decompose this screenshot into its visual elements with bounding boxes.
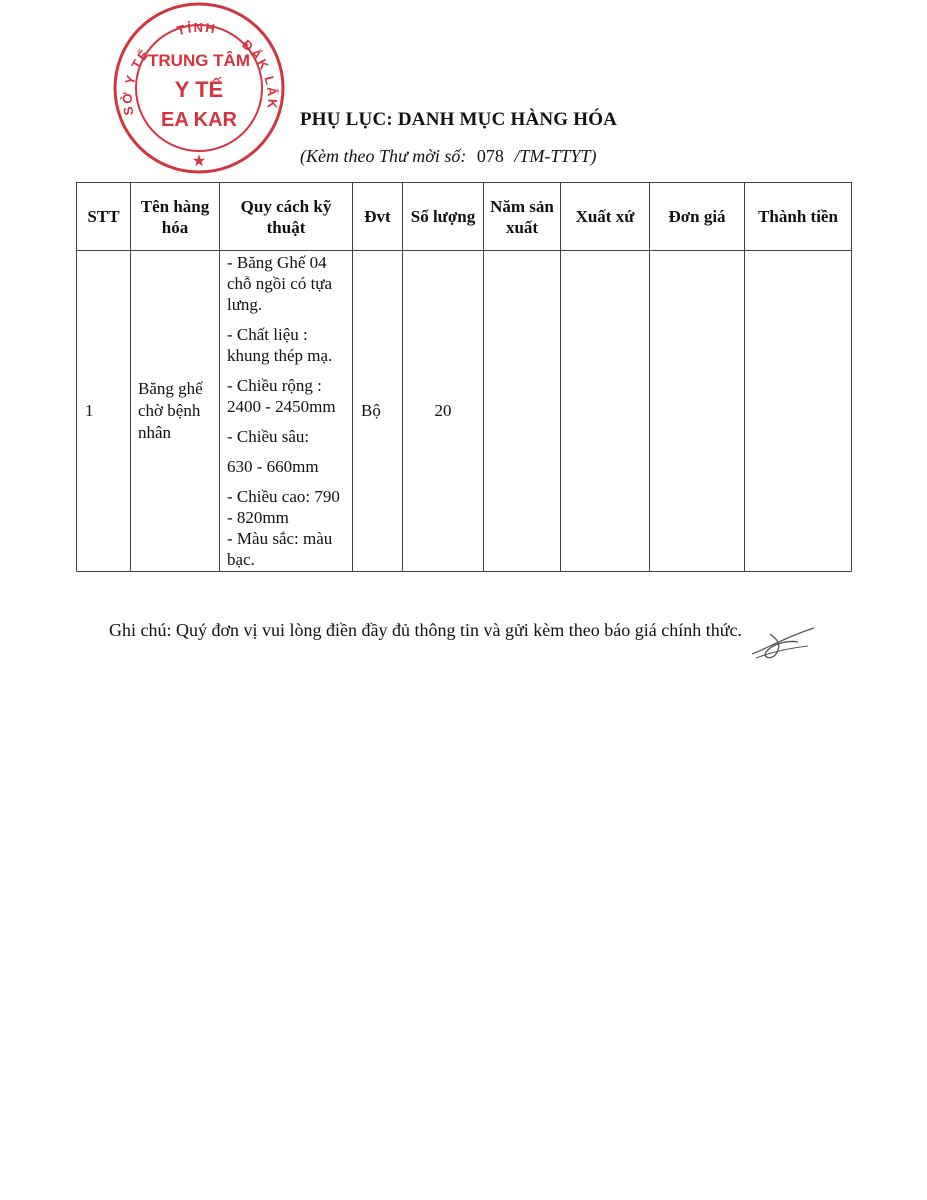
header-name: Tên hàng hóa — [131, 183, 220, 251]
note-text: Ghi chú: Quý đơn vị vui lòng điền đầy đủ thông tin và gửi kèm theo báo giá chính thức. — [109, 620, 742, 640]
header-price: Đơn giá — [650, 183, 745, 251]
cell-spec — [220, 251, 353, 572]
header-total: Thành tiền — [745, 183, 852, 251]
cell-name: Băng ghế chờ bệnh nhân — [131, 251, 220, 572]
svg-text:★: ★ — [191, 151, 207, 170]
svg-text:SỞ Y TẾ: SỞ Y TẾ — [119, 45, 153, 117]
cell-total — [745, 251, 852, 572]
table-header-row — [77, 183, 852, 251]
document-subtitle — [300, 146, 596, 167]
svg-text:Y TẾ: Y TẾ — [174, 77, 224, 102]
table-row — [77, 251, 852, 572]
header-spec: Quy cách kỹ thuật — [220, 183, 353, 251]
goods-table — [76, 182, 852, 572]
spec-line: - Chiều cao: 790 - 820mm — [227, 487, 340, 527]
signature-mark — [748, 618, 820, 662]
spec-line: - Băng Ghế 04 chỗ ngồi có tựa lưng. — [227, 253, 333, 314]
header-qty: Số lượng — [403, 183, 484, 251]
spec-line: - Màu sắc: màu bạc. — [227, 529, 333, 569]
svg-text:ĐẮK LẮK: ĐẮK LẮK — [239, 36, 281, 111]
header-origin: Xuất xứ — [561, 183, 650, 251]
svg-text:EA KAR: EA KAR — [161, 109, 237, 131]
spec-line: - Chất liệu : khung thép mạ. — [227, 325, 333, 365]
spec-line: - Chiều sâu: — [227, 427, 310, 446]
cell-price — [650, 251, 745, 572]
cell-qty: 20 — [403, 251, 484, 572]
header-year: Năm sản xuất — [484, 183, 561, 251]
cell-stt: 1 — [77, 251, 131, 572]
svg-text:TỈNH: TỈNH — [175, 19, 218, 39]
cell-year — [484, 251, 561, 572]
header-stt: STT — [77, 183, 131, 251]
document-title: PHỤ LỤC: DANH MỤC HÀNG HÓA — [300, 109, 618, 130]
header-unit: Đvt — [353, 183, 403, 251]
subtitle-prefix: (Kèm theo Thư mời số: — [300, 146, 467, 166]
spec-line: - Chiều rộng : 2400 - 2450mm — [227, 376, 336, 416]
svg-text:TRUNG TÂM: TRUNG TÂM — [148, 51, 250, 70]
cell-unit: Bộ — [353, 251, 403, 572]
spec-line: 630 - 660mm — [227, 457, 319, 476]
subtitle-suffix: /TM-TTYT) — [514, 146, 597, 166]
cell-origin — [561, 251, 650, 572]
invitation-number: 078 — [476, 146, 504, 166]
official-stamp — [109, 0, 291, 176]
